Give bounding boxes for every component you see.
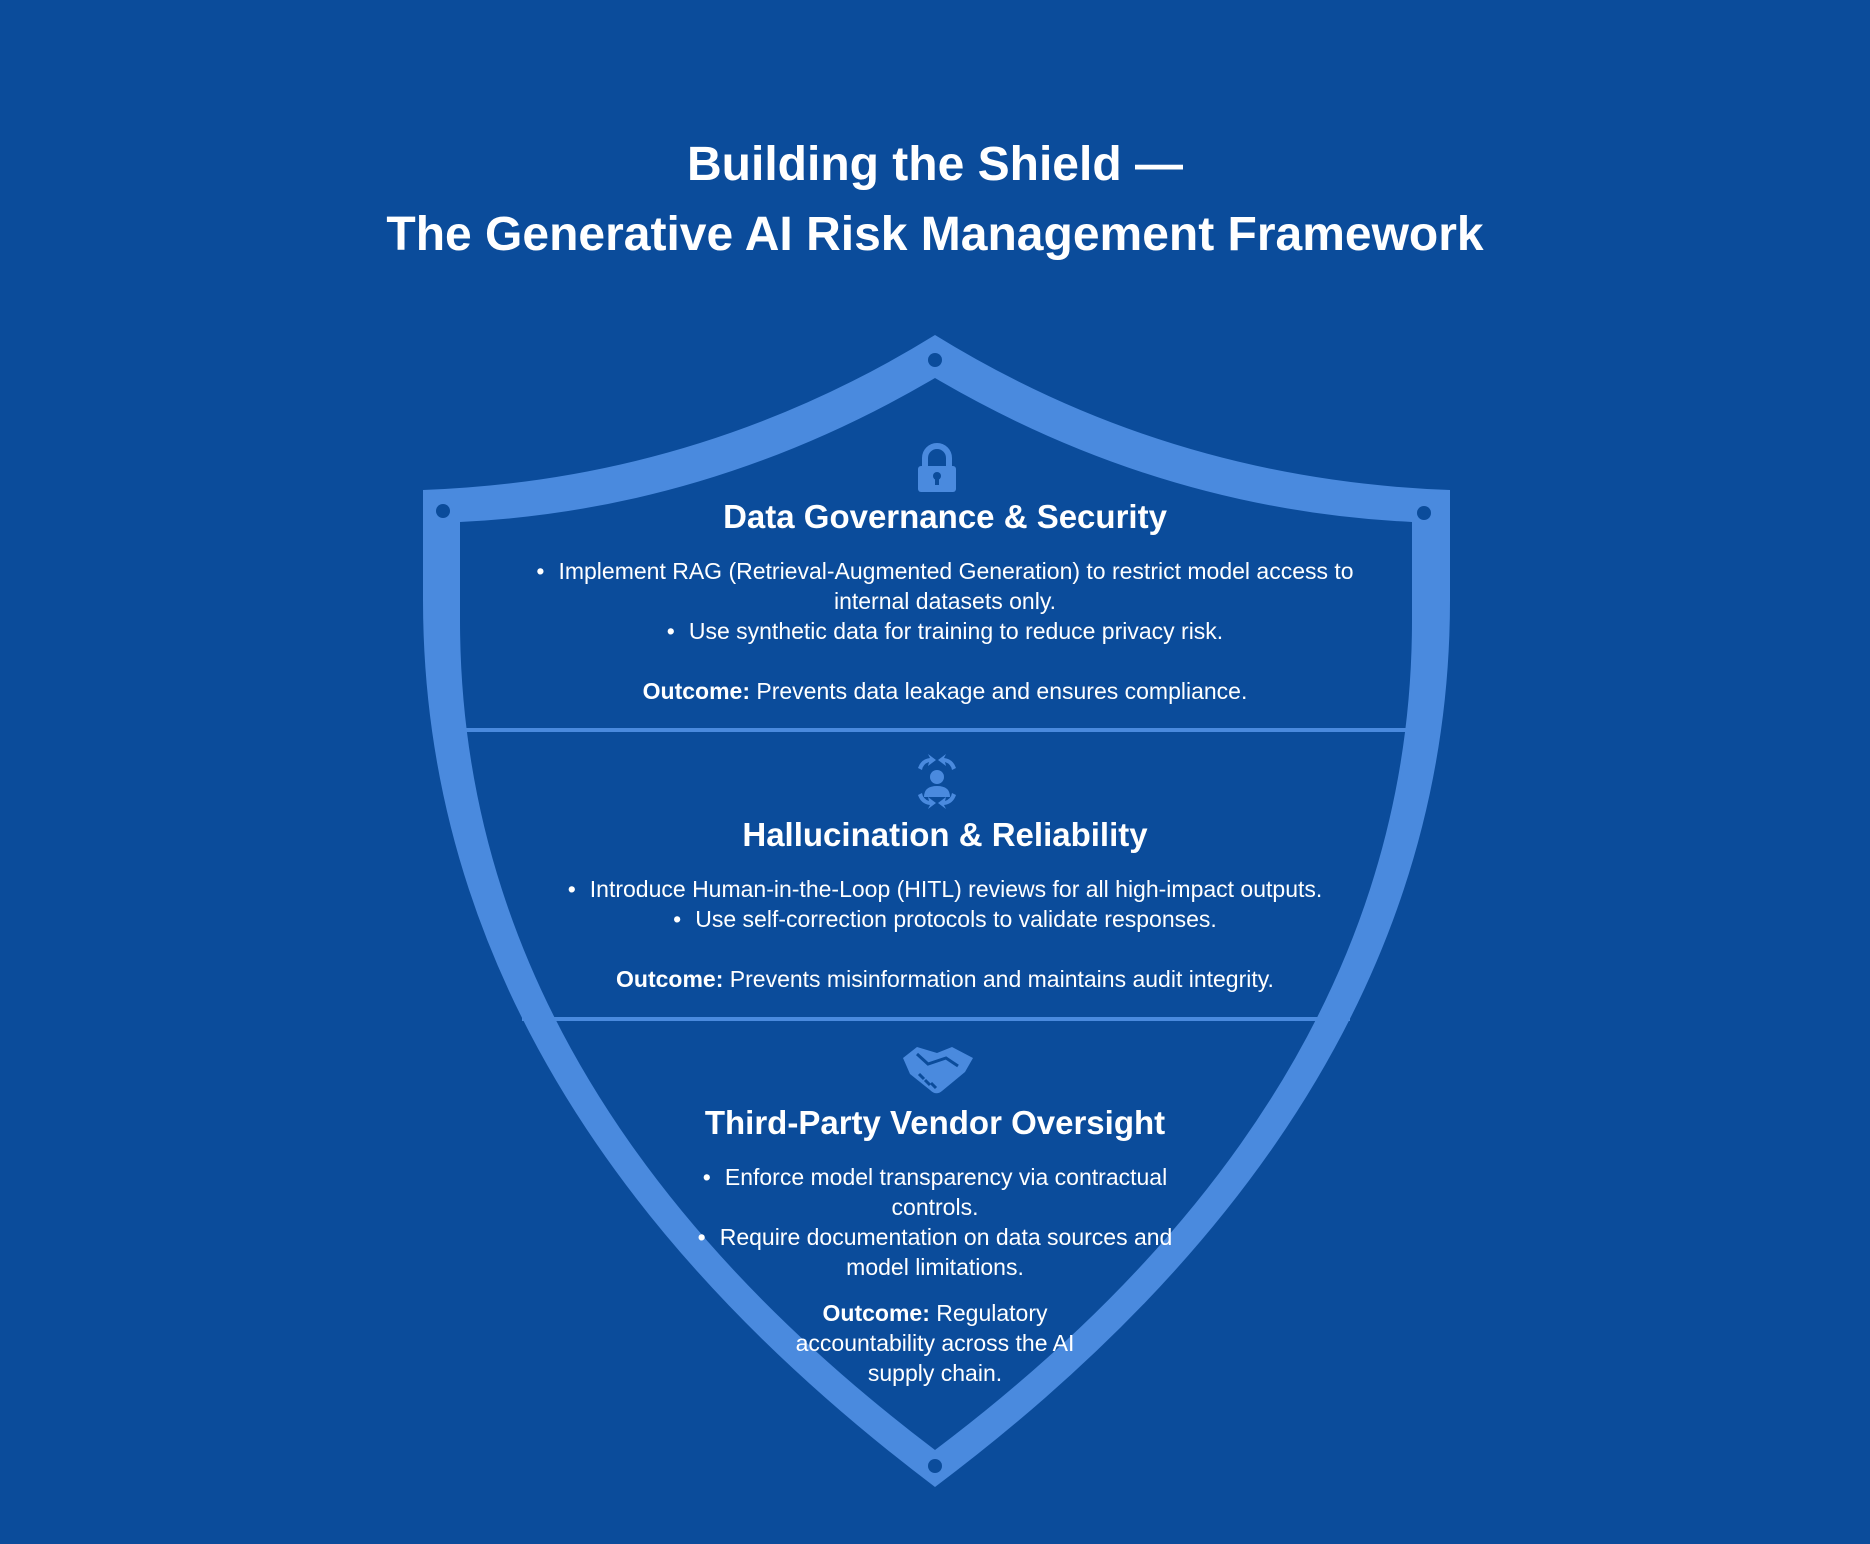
title-line-2: The Generative AI Risk Management Framework [386, 208, 1484, 261]
bullet-item: • Require documentation on data sources and model limitations. [695, 1222, 1175, 1282]
bullet-item: • Use self-correction protocols to validate responses. [505, 904, 1385, 934]
section-title: Hallucination & Reliability [742, 816, 1148, 853]
bullet-item: • Introduce Human-in-the-Loop (HITL) reviews for all high-impact outputs. [505, 874, 1385, 904]
section-hallucination [505, 815, 1385, 994]
outcome-label: Outcome: [616, 966, 724, 992]
outcome-text: Outcome: Regulatory accountability across the AI supply chain. [795, 1300, 1075, 1386]
bullet-item: • Implement RAG (Retrieval-Augmented Generation) to restrict model access to internal datasets only. [505, 556, 1385, 616]
rivet-bottom [928, 1459, 942, 1473]
rivet-right [1417, 506, 1431, 520]
section-title: Data Governance & Security [723, 498, 1167, 535]
outcome-label: Outcome: [642, 678, 750, 704]
outcome-label: Outcome: [822, 1300, 930, 1326]
bullet-list [695, 1162, 1175, 1282]
title-line-1: Building the Shield — [687, 138, 1183, 191]
outcome-text: Outcome: Prevents misinformation and maintains audit integrity. [616, 966, 1274, 992]
outcome-text: Outcome: Prevents data leakage and ensures compliance. [642, 678, 1248, 704]
section-vendor-oversight [645, 1103, 1225, 1388]
section-data-governance [505, 497, 1385, 706]
bullet-list [505, 556, 1385, 646]
rivet-top [928, 353, 942, 367]
section-title: Third-Party Vendor Oversight [704, 1104, 1166, 1141]
bullet-list [505, 874, 1385, 934]
rivet-left [436, 504, 450, 518]
bullet-item: • Use synthetic data for training to reduce privacy risk. [505, 616, 1385, 646]
bullet-item: • Enforce model transparency via contractual controls. [695, 1162, 1175, 1222]
